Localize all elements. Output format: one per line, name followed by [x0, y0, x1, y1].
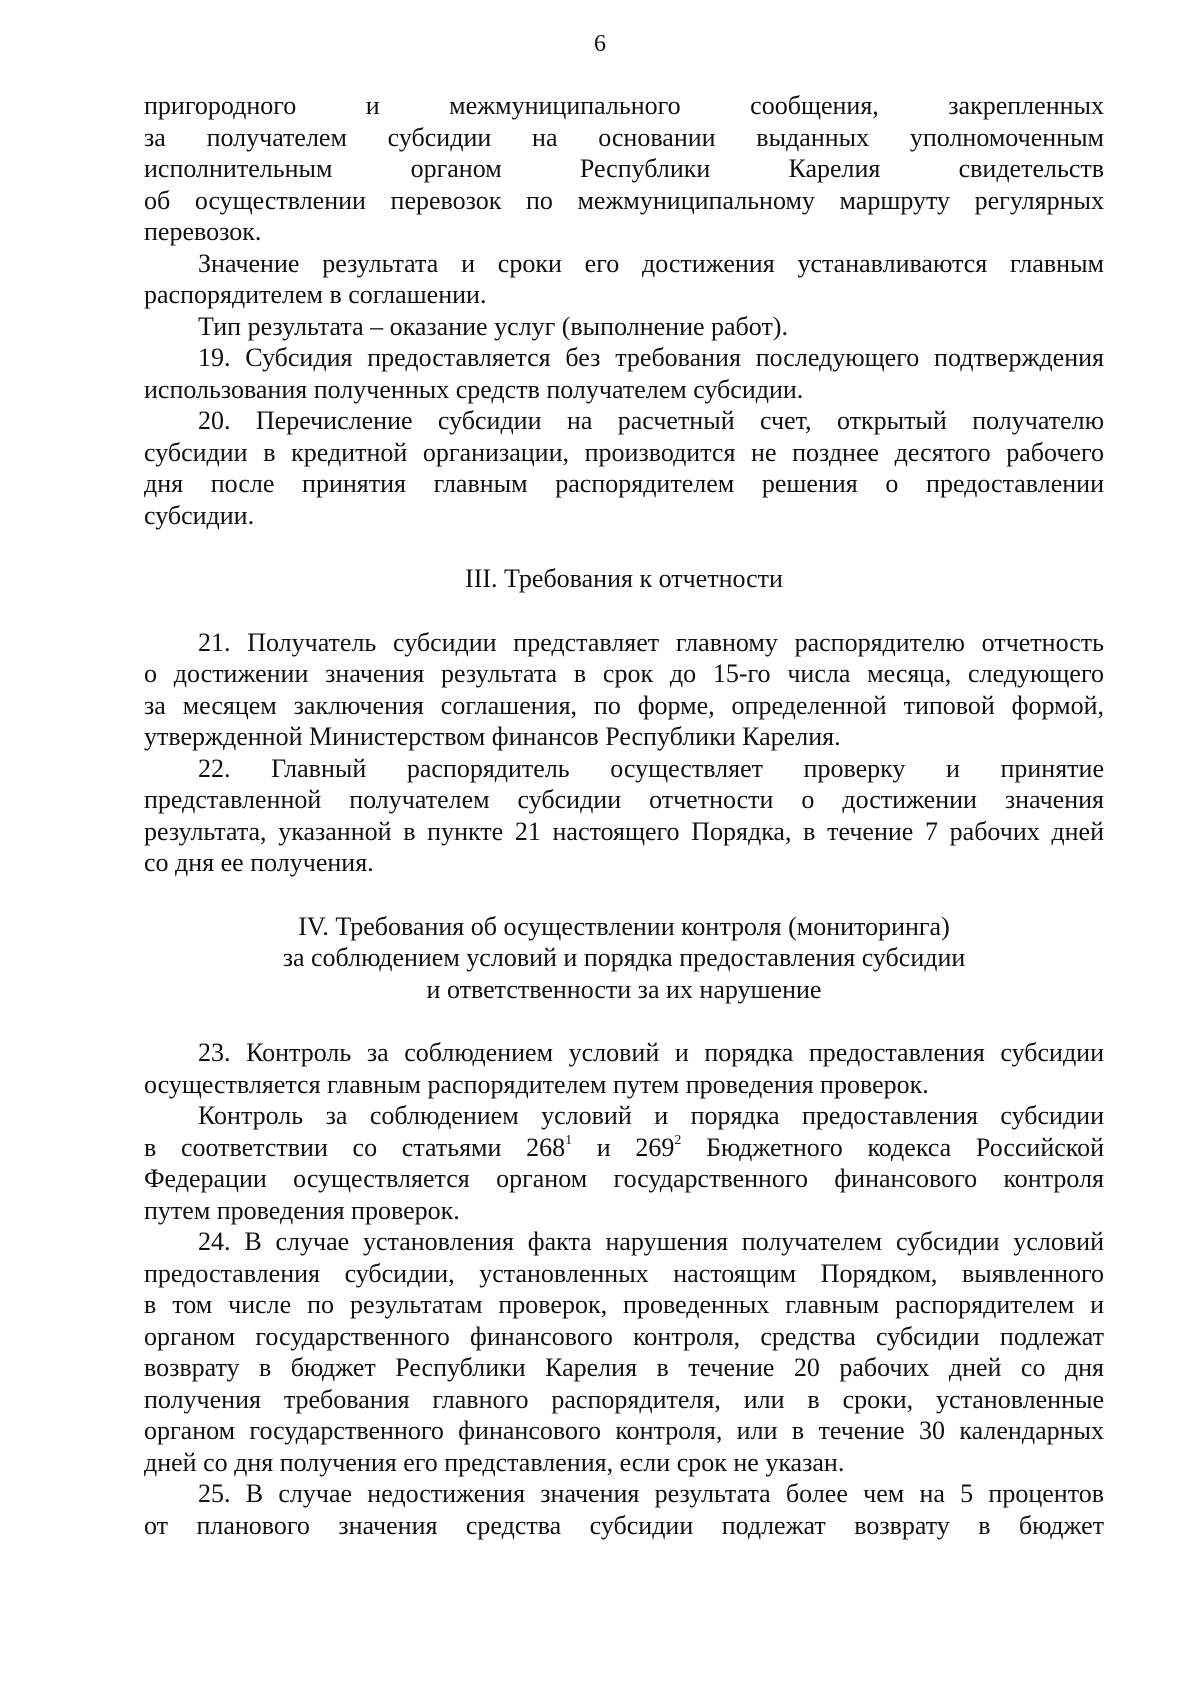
text-line: в том числе по результатам проверок, проведенных главным распорядителем и	[144, 1290, 1104, 1319]
document-body	[144, 90, 1104, 1541]
text-line: осуществляется главным распорядителем путем проведения проверок.	[144, 1069, 929, 1099]
text-line: утвержденной Министерством финансов Республики Карелия.	[144, 722, 841, 751]
text-line: 20. Перечисление субсидии на расчетный счет, открытый получателю	[198, 406, 1104, 435]
text-line: результата, указанной в пункте 21 настоящего Порядка, в течение 7 рабочих дней	[144, 816, 1104, 846]
heading-line: за соблюдением условий и порядка предоставления субсидии	[282, 943, 966, 972]
paragraph-result-type	[144, 311, 1104, 343]
page-number: 6	[594, 31, 606, 57]
text-line: использования полученных средств получателем субсидии.	[144, 374, 804, 404]
paragraph-22	[144, 753, 1104, 879]
text-fragment: и 269	[572, 1132, 675, 1162]
text-line: об осуществлении перевозок по межмуниципальному маршруту регулярных	[144, 185, 1104, 215]
text-line: за месяцем заключения соглашения, по форме, определенной типовой формой,	[144, 690, 1104, 720]
section-heading-iii	[144, 563, 1104, 595]
text-line: представленной получателем субсидии отчетности о достижении значения	[144, 785, 1104, 814]
text-line: субсидии.	[144, 500, 255, 530]
heading-line: III. Требования к отчетности	[465, 564, 783, 593]
text-line: субсидии в кредитной организации, производится не позднее десятого рабочего	[144, 437, 1104, 467]
paragraph-23-control	[144, 1100, 1104, 1226]
text-line: 19. Субсидия предоставляется без требования последующего подтверждения	[198, 343, 1104, 372]
text-line: возврату в бюджет Республики Карелия в течение 20 рабочих дней со дня	[144, 1353, 1104, 1382]
text-line: Тип результата – оказание услуг (выполнение работ).	[198, 311, 788, 341]
paragraph-transport-continuation	[144, 90, 1104, 248]
text-line: исполнительным органом Республики Карелия свидетельств	[144, 154, 1104, 183]
text-line: предоставления субсидии, установленных настоящим Порядком, выявленного	[144, 1258, 1104, 1288]
text-line: пригородного и межмуниципального сообщения, закрепленных	[144, 91, 1104, 120]
heading-line: и ответственности за их нарушение	[426, 974, 822, 1004]
paragraph-21	[144, 627, 1104, 753]
text-line: Контроль за соблюдением условий и порядка предоставления субсидии	[198, 1101, 1104, 1130]
text-fragment: в соответствии со статьями 268	[144, 1132, 566, 1162]
heading-line: IV. Требования об осуществлении контроля (мониторинга)	[298, 911, 950, 941]
text-line: 25. В случае недостижения значения результата более чем на 5 процентов	[198, 1479, 1104, 1508]
text-line: дней со дня получения его представления, если срок не указан.	[144, 1447, 845, 1477]
text-line: распорядителем в соглашении.	[144, 280, 487, 309]
paragraph-20	[144, 405, 1104, 531]
text-line: Значение результата и сроки его достижения устанавливаются главным	[198, 248, 1104, 278]
text-fragment: Бюджетного кодекса Российской	[681, 1132, 1105, 1162]
text-line: 24. В случае установления факта нарушения получателем субсидии условий	[198, 1227, 1104, 1256]
paragraph-23	[144, 1037, 1104, 1100]
section-heading-iv	[144, 911, 1104, 1006]
text-line: органом государственного финансового контроля, или в течение 30 календарных	[144, 1416, 1104, 1445]
text-line: органом государственного финансового контроля, средства субсидии подлежат	[144, 1321, 1104, 1351]
text-line: 23. Контроль за соблюдением условий и порядка предоставления субсидии	[198, 1038, 1104, 1067]
text-line: Федерации осуществляется органом государственного финансового контроля	[144, 1164, 1104, 1193]
text-line: со дня ее получения.	[144, 848, 374, 877]
paragraph-25	[144, 1478, 1104, 1541]
paragraph-19	[144, 342, 1104, 405]
text-line: 22. Главный распорядитель осуществляет проверку и принятие	[198, 753, 1104, 783]
text-line-with-footnotes	[144, 1132, 1104, 1164]
text-line: 21. Получатель субсидии представляет главному распорядителю отчетность	[198, 627, 1104, 657]
superscript-2: 2	[674, 1132, 682, 1148]
text-line: от планового значения средства субсидии подлежат возврату в бюджет	[144, 1510, 1104, 1540]
text-line: путем проведения проверок.	[144, 1195, 460, 1225]
text-line: о достижении значения результата в срок до 15-го числа месяца, следующего	[144, 659, 1104, 688]
text-line: дня после принятия главным распорядителем решения о предоставлении	[144, 469, 1104, 498]
paragraph-24	[144, 1226, 1104, 1478]
text-line: перевозок.	[144, 217, 262, 246]
text-line: за получателем субсидии на основании выданных уполномоченным	[144, 122, 1104, 152]
text-line: получения требования главного распорядителя, или в сроки, установленные	[144, 1384, 1104, 1414]
superscript-1: 1	[565, 1132, 573, 1148]
paragraph-result-value	[144, 248, 1104, 311]
